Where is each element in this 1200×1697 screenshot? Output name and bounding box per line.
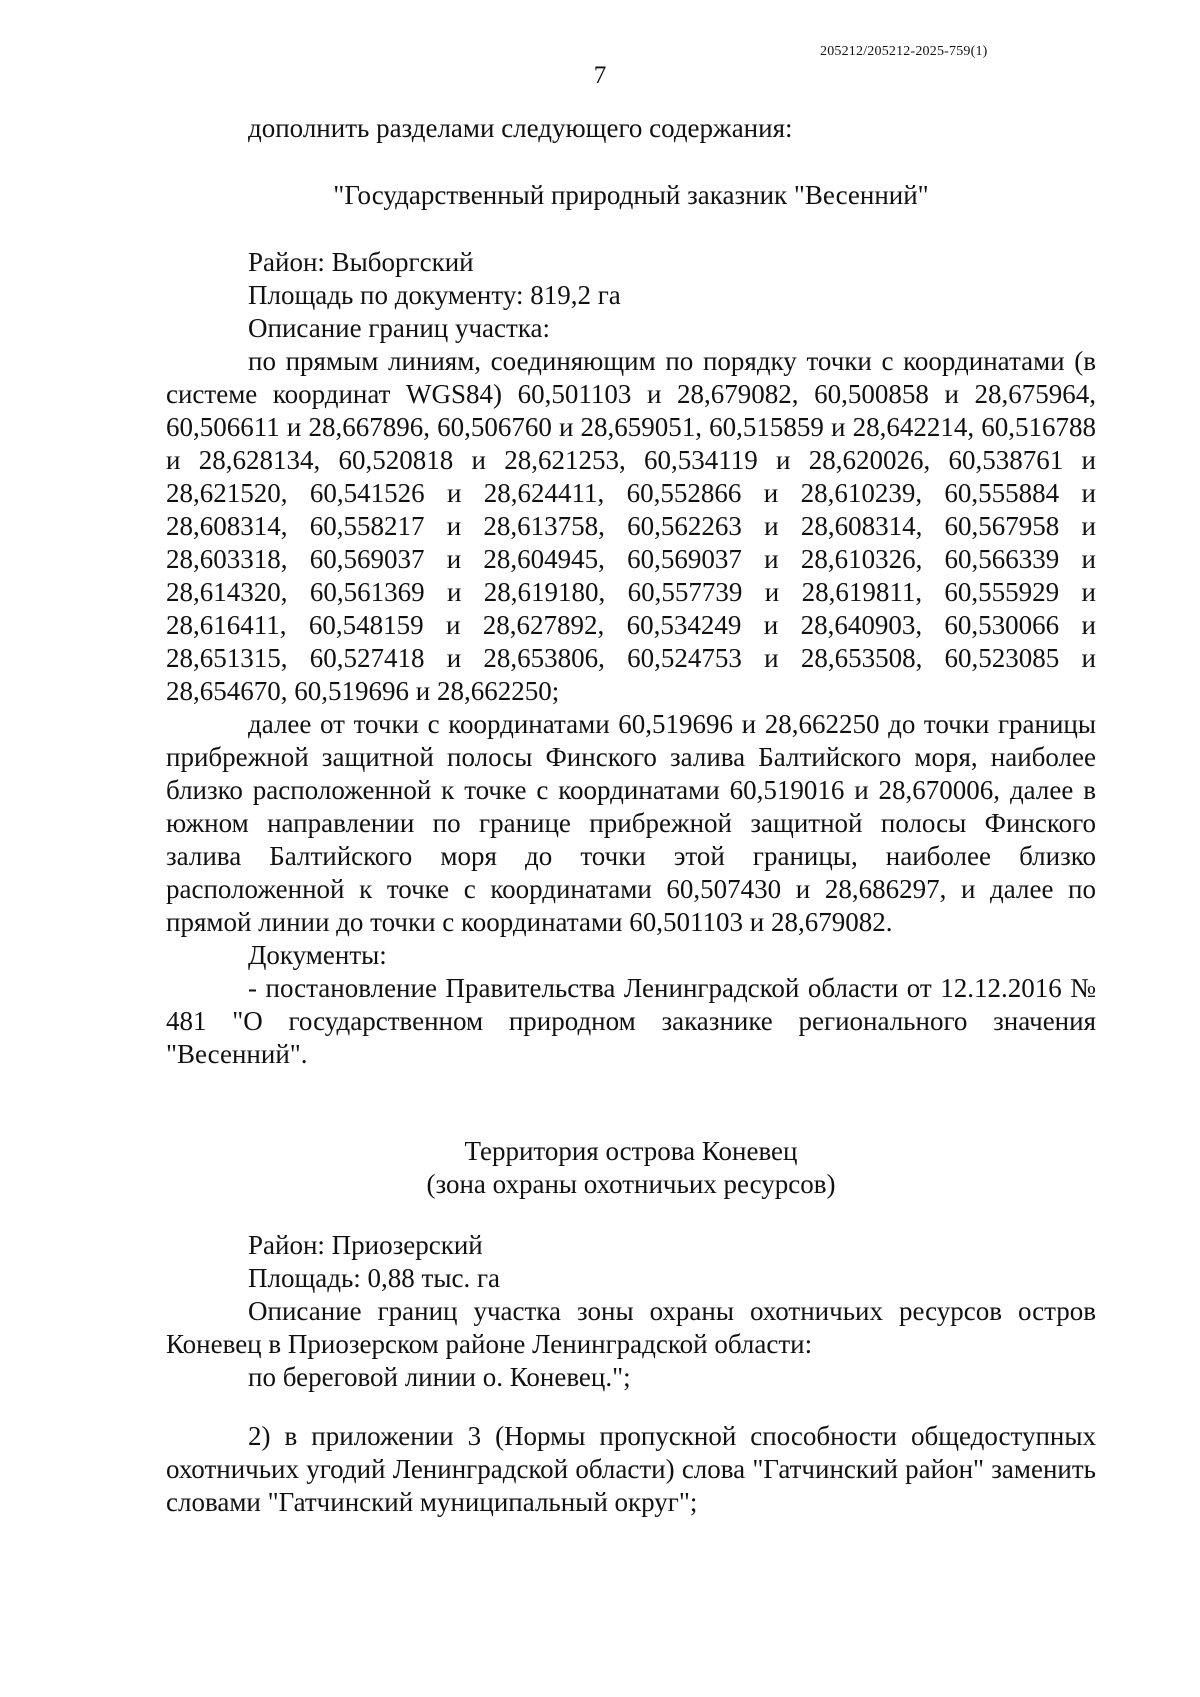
document-number: 205212/205212-2025-759(1): [820, 44, 988, 59]
section2-title-line2: (зона охраны охотничьих ресурсов): [426, 1169, 836, 1199]
document-body: [166, 112, 1096, 1519]
intro-text: дополнить разделами следующего содержания:: [248, 113, 793, 143]
section1-boundary-continuation: далее от точки с координатами 60,519696 и 28,662250 до точки границы прибрежной защитной полосы Финского залива Балтийского моря, наиболее близко расположенной к точке с координатами 60,519016 и 28,670006, далее в южном направлении по границе прибрежной защитной полосы Финского залива Балтийского моря до точки этой границы, наиболее близко расположенной к точке с координатами 60,507430 и 28,686297, и далее по прямой линии до точки с координатами 60,501103 и 28,679082.: [166, 709, 1096, 937]
section1-district: Район: Выборгский: [248, 247, 474, 277]
item-2-text: 2) в приложении 3 (Нормы пропускной способности общедоступных охотничьих угодий Ленинградской области) слова "Гатчинский район" заменить словами "Гатчинский муниципальный округ";: [166, 1421, 1096, 1517]
section2-boundary-line: по береговой линии о. Коневец.";: [248, 1362, 631, 1392]
section2-area: Площадь: 0,88 тыс. га: [248, 1263, 501, 1293]
section1-boundary-heading: Описание границ участка:: [248, 313, 551, 343]
section2-district: Район: Приозерский: [248, 1230, 483, 1260]
section1-area: Площадь по документу: 819,2 га: [248, 280, 621, 310]
section1-boundary-coordinates: по прямым линиям, соединяющим по порядку точки с координатами (в системе координат WGS84) 60,501103 и 28,679082, 60,500858 и 28,675964, 60,506611 и 28,667896, 60,506760 и 28,659051, 60,515859 и 28,642214, 60,516788 и 28,628134, 60,520818 и 28,621253, 60,534119 и 28,620026, 60,538761 и 28,621520, 60,541526 и 28,624411, 60,552866 и 28,610239, 60,555884 и 28,608314, 60,558217 и 28,613758, 60,562263 и 28,608314, 60,567958 и 28,603318, 60,569037 и 28,604945, 60,569037 и 28,610326, 60,566339 и 28,614320, 60,561369 и 28,619180, 60,557739 и 28,619811, 60,555929 и 28,616411, 60,548159 и 28,627892, 60,534249 и 28,640903, 60,530066 и 28,651315, 60,527418 и 28,653806, 60,524753 и 28,653508, 60,523085 и 28,654670, 60,519696 и 28,662250;: [166, 346, 1096, 706]
section2-boundary-description: Описание границ участка зоны охраны охотничьих ресурсов остров Коневец в Приозерском районе Ленинградской области:: [166, 1296, 1096, 1359]
section1-title: "Государственный природный заказник "Весенний": [333, 180, 929, 210]
section2-title-line1: Территория острова Коневец: [464, 1136, 798, 1166]
page-number: 7: [593, 62, 607, 89]
section1-documents-text: - постановление Правительства Ленинградской области от 12.12.2016 № 481 "О государственном природном заказнике регионального значения "Весенний".: [166, 973, 1096, 1069]
section1-documents-heading: Документы:: [248, 940, 387, 970]
